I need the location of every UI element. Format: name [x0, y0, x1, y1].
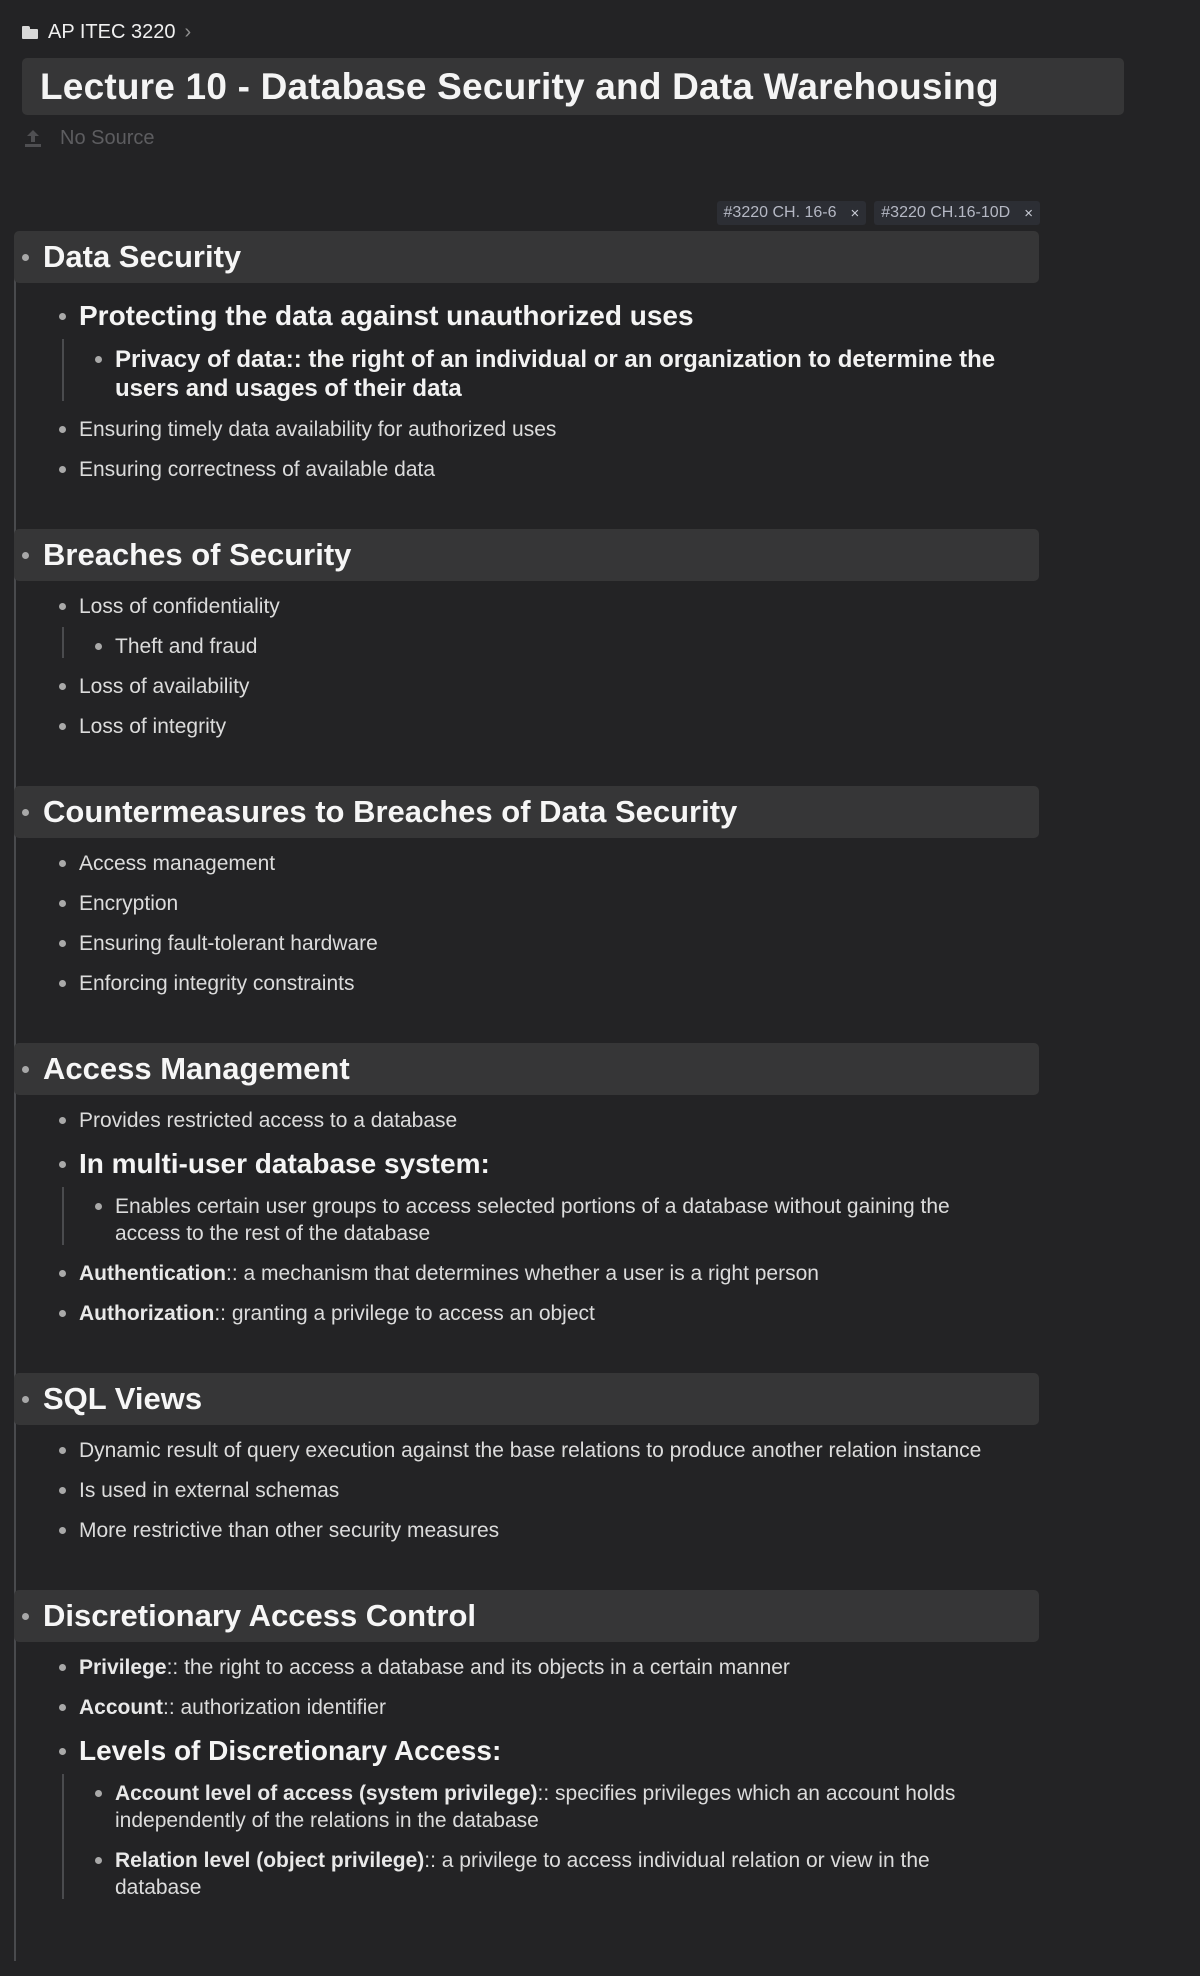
bullet-icon[interactable]: [95, 1857, 102, 1864]
list-item[interactable]: [14, 850, 1039, 877]
outline: [14, 231, 1039, 1914]
section-countermeasures: [14, 786, 1039, 997]
tag-chip[interactable]: [874, 201, 1040, 225]
section-items: [14, 283, 1039, 483]
bullet-icon[interactable]: [22, 1396, 29, 1403]
item-text: Privacy of data:: the right of an individual or an organization to determine the users and usages of their data: [115, 346, 996, 402]
bullet-icon[interactable]: [59, 1748, 66, 1755]
item-text: Enables certain user groups to access selected portions of a database without gaining the access to the rest of the database: [115, 1195, 950, 1245]
item-text: :: specifies privileges which an account holds independently of the relations in the database: [115, 1782, 956, 1832]
section-heading[interactable]: [14, 786, 1039, 838]
list-item[interactable]: [14, 345, 1039, 403]
list-item[interactable]: [14, 713, 1039, 740]
item-text: Enforcing integrity constraints: [79, 972, 355, 995]
item-text: Provides restricted access to a database: [79, 1109, 458, 1132]
section-title: Access Management: [43, 1051, 350, 1086]
item-text: :: granting a privilege to access an object: [214, 1302, 595, 1325]
section-heading[interactable]: [14, 1043, 1039, 1095]
item-text: Loss of integrity: [79, 715, 227, 738]
item-text: Protecting the data against unauthorized uses: [79, 300, 694, 331]
list-item[interactable]: [14, 1193, 1039, 1247]
list-item[interactable]: [14, 890, 1039, 917]
list-item[interactable]: [14, 416, 1039, 443]
bullet-icon[interactable]: [22, 1066, 29, 1073]
list-item[interactable]: [14, 593, 1039, 620]
bullet-icon[interactable]: [59, 1664, 66, 1671]
item-text: Ensuring timely data availability for authorized uses: [79, 418, 557, 441]
bullet-icon[interactable]: [59, 1161, 66, 1168]
page-title: Lecture 10 - Database Security and Data Warehousing: [40, 65, 999, 107]
breadcrumb-label[interactable]: AP ITEC 3220: [48, 20, 176, 43]
bullet-icon[interactable]: [95, 1790, 102, 1797]
bullet-icon[interactable]: [59, 860, 66, 867]
section-items: [14, 1425, 1039, 1544]
bullet-icon[interactable]: [22, 254, 29, 261]
section-title: SQL Views: [43, 1381, 203, 1416]
tag-chip[interactable]: [717, 201, 867, 225]
item-text: :: a mechanism that determines whether a user is a right person: [226, 1262, 819, 1285]
list-item[interactable]: [14, 1780, 1039, 1834]
item-term: Account: [79, 1696, 163, 1719]
section-title: Breaches of Security: [43, 537, 352, 572]
item-text: Loss of confidentiality: [79, 595, 280, 618]
item-term: Relation level (object privilege): [115, 1849, 425, 1872]
bullet-icon[interactable]: [95, 643, 102, 650]
bullet-icon[interactable]: [22, 809, 29, 816]
section-heading[interactable]: [14, 1373, 1039, 1425]
bullet-icon[interactable]: [59, 1117, 66, 1124]
list-item[interactable]: [14, 1437, 1039, 1464]
bullet-icon[interactable]: [59, 1704, 66, 1711]
section-heading[interactable]: [14, 529, 1039, 581]
section-items: [14, 838, 1039, 997]
list-item[interactable]: [14, 633, 1039, 660]
bullet-icon[interactable]: [22, 1613, 29, 1620]
item-text: Is used in external schemas: [79, 1479, 340, 1502]
page-title-field[interactable]: [22, 58, 1124, 115]
item-term: Privilege: [79, 1656, 167, 1679]
bullet-icon[interactable]: [59, 980, 66, 987]
section-title: Discretionary Access Control: [43, 1598, 477, 1633]
tag-label: #3220 CH. 16-6: [723, 204, 837, 221]
bullet-icon[interactable]: [59, 1310, 66, 1317]
list-item[interactable]: [14, 1847, 1039, 1901]
close-icon[interactable]: ×: [850, 204, 860, 222]
sub-list: [14, 1780, 1039, 1901]
section-title: Countermeasures to Breaches of Data Security: [43, 794, 738, 829]
item-text: Levels of Discretionary Access:: [79, 1735, 502, 1766]
item-text: More restrictive than other security measures: [79, 1519, 500, 1542]
section-items: [14, 581, 1039, 740]
section-access-management: [14, 1043, 1039, 1327]
list-item[interactable]: [14, 1517, 1039, 1544]
section-items: [14, 1642, 1039, 1901]
bullet-icon[interactable]: [59, 313, 66, 320]
close-icon[interactable]: ×: [1024, 204, 1033, 222]
bullet-icon[interactable]: [59, 1527, 66, 1534]
bullet-icon[interactable]: [59, 940, 66, 947]
list-item[interactable]: [14, 1694, 1039, 1721]
sub-list: [14, 633, 1039, 660]
sub-list: [14, 345, 1039, 403]
tag-label: #3220 CH.16-10D: [881, 204, 1011, 221]
item-text: Ensuring fault-tolerant hardware: [79, 932, 378, 955]
folder-icon: [22, 26, 40, 39]
bullet-icon[interactable]: [59, 466, 66, 473]
bullet-icon[interactable]: [59, 723, 66, 730]
bullet-icon[interactable]: [59, 426, 66, 433]
sub-list: [14, 1193, 1039, 1247]
list-item[interactable]: [14, 1107, 1039, 1134]
item-text: Loss of availability: [79, 675, 250, 698]
item-text: In multi-user database system:: [79, 1148, 490, 1179]
section-title: Data Security: [43, 239, 242, 274]
bullet-icon[interactable]: [95, 356, 102, 363]
bullet-icon[interactable]: [59, 1487, 66, 1494]
item-text: Access management: [79, 852, 276, 875]
chevron-right-icon[interactable]: ›: [184, 20, 192, 43]
item-text: :: the right to access a database and its objects in a certain manner: [166, 1656, 790, 1679]
list-item[interactable]: [14, 673, 1039, 700]
item-term: Authorization: [79, 1302, 215, 1325]
section-heading[interactable]: [14, 1590, 1039, 1642]
bullet-icon[interactable]: [22, 552, 29, 559]
bullet-icon[interactable]: [59, 1270, 66, 1277]
bullet-icon[interactable]: [59, 603, 66, 610]
section-sql-views: [14, 1373, 1039, 1544]
item-text: Encryption: [79, 892, 179, 915]
list-item[interactable]: [14, 1477, 1039, 1504]
upload-icon: [22, 127, 44, 149]
section-data-security: [14, 231, 1039, 483]
section-breaches-of-security: [14, 529, 1039, 740]
item-text: :: authorization identifier: [163, 1696, 386, 1719]
bullet-icon[interactable]: [95, 1203, 102, 1210]
list-item[interactable]: [14, 456, 1039, 483]
source-label: No Source: [60, 126, 155, 149]
item-term: Authentication: [79, 1262, 226, 1285]
item-text: :: a privilege to access individual relation or view in the database: [115, 1849, 930, 1899]
breadcrumb[interactable]: [22, 18, 191, 46]
item-text: Theft and fraud: [115, 635, 258, 658]
tag-list: [717, 201, 1040, 225]
list-item[interactable]: [14, 1300, 1039, 1327]
list-item[interactable]: [14, 1734, 1039, 1768]
item-term: Account level of access (system privilege): [115, 1782, 538, 1805]
list-item[interactable]: [14, 1147, 1039, 1181]
section-discretionary-access-control: [14, 1590, 1039, 1901]
list-item[interactable]: [14, 299, 1039, 333]
list-item[interactable]: [14, 930, 1039, 957]
item-text: Dynamic result of query execution against the base relations to produce another relation instance: [79, 1439, 982, 1462]
item-text: Ensuring correctness of available data: [79, 458, 436, 481]
list-item[interactable]: [14, 1260, 1039, 1287]
section-heading[interactable]: [14, 231, 1039, 283]
bullet-icon[interactable]: [59, 900, 66, 907]
list-item[interactable]: [14, 1654, 1039, 1681]
source-row[interactable]: [22, 124, 155, 152]
section-items: [14, 1095, 1039, 1327]
bullet-icon[interactable]: [59, 683, 66, 690]
list-item[interactable]: [14, 970, 1039, 997]
bullet-icon[interactable]: [59, 1447, 66, 1454]
